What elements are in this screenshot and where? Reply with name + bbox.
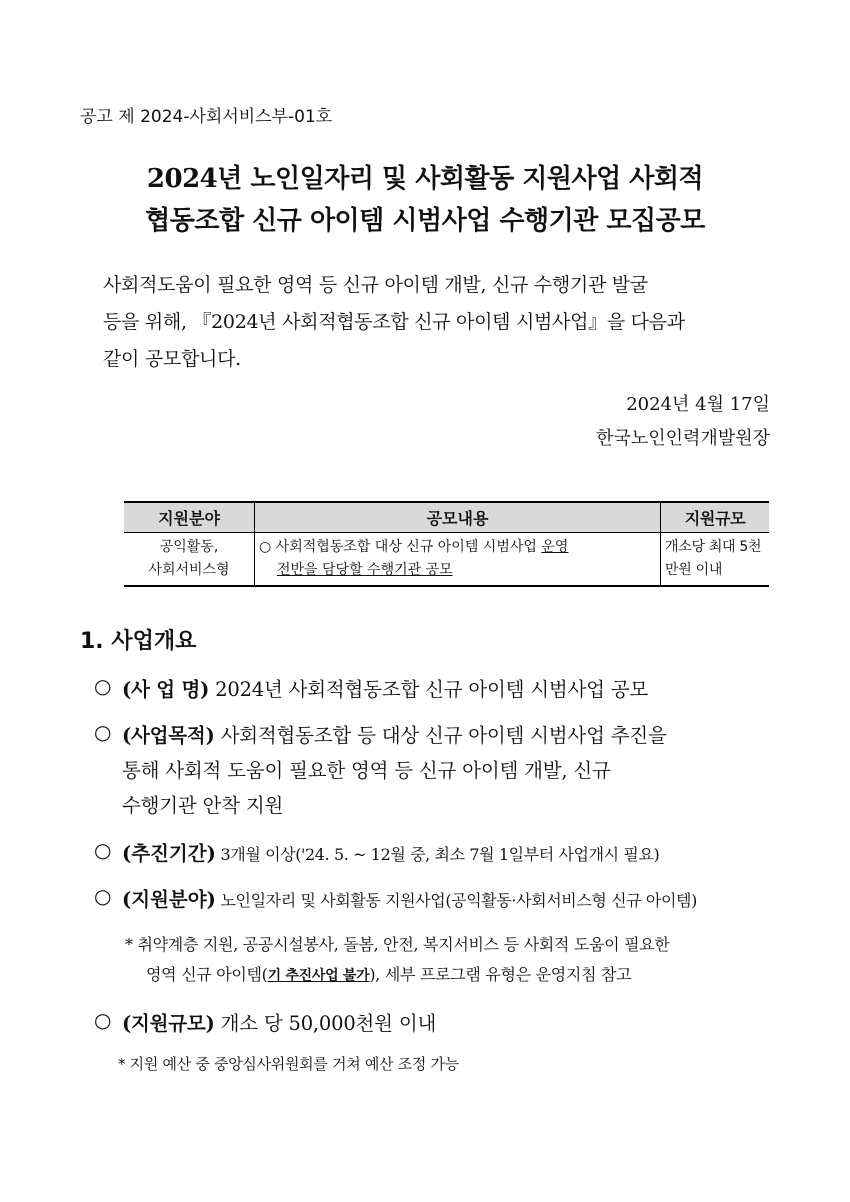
label-purpose: (사업목적) [122, 724, 215, 747]
notice-date: 2024년 4월 17일 [626, 394, 770, 415]
table-row [124, 533, 769, 587]
intro-line-1: 사회적도움이 필요한 영역 등 신규 아이템 개발, 신규 수행기관 발굴 [103, 274, 648, 296]
text-purpose-1: 사회적협동조합 등 대상 신규 아이템 시범사업 추진을 [214, 724, 667, 747]
label-business-name: (사 업 명) [122, 678, 210, 701]
field-note-line-1: * 취약계층 지원, 공공시설봉사, 돌봄, 안전, 복지서비스 등 사회적 도움이 필요한 [125, 935, 670, 954]
header-field: 지원분야 [124, 502, 255, 533]
field-note-line-2 [146, 962, 631, 985]
text-field: 노인일자리 및 사회활동 지원사업(공익활동·사회서비스형 신규 아이템) [215, 891, 697, 910]
bullet-icon: ○ [94, 674, 112, 698]
summary-table [124, 501, 769, 587]
label-field: (지원분야) [122, 888, 216, 911]
header-scale: 지원규모 [661, 502, 770, 533]
item-period [122, 838, 659, 866]
bullet-icon: ○ [94, 720, 112, 744]
text-scale: 개소 당 50,000천원 이내 [214, 1012, 437, 1035]
item-business-name [122, 674, 648, 702]
label-period: (추진기간) [122, 842, 216, 865]
issuer-name: 한국노인인력개발원장 [596, 428, 770, 449]
intro-line-3: 같이 공모합니다. [103, 348, 241, 370]
header-content: 공모내용 [255, 502, 661, 533]
cell-content [255, 533, 661, 587]
field-note-pre: 영역 신규 아이템( [146, 965, 268, 984]
content-bullet: ○ [259, 539, 272, 555]
content-line-1: 사회적협동조합 대상 신규 아이템 시범사업 [275, 539, 542, 555]
field-line-1: 공익활동, [159, 539, 219, 555]
item-field [122, 884, 697, 912]
item-scale [122, 1008, 436, 1036]
item-purpose-line-2: 통해 사회적 도움이 필요한 영역 등 신규 아이템 개발, 신규 [122, 759, 611, 782]
scale-note: * 지원 예산 중 중앙심사위원회를 거쳐 예산 조정 가능 [118, 1055, 459, 1073]
content-line-2: 전반을 담당할 수행기관 공모 [277, 562, 453, 578]
item-purpose-line-3: 수행기관 안착 지원 [122, 794, 284, 817]
table-header-row [124, 502, 769, 533]
label-scale: (지원규모) [122, 1012, 215, 1035]
intro-line-2: 등을 위해, 『2024년 사회적협동조합 신규 아이템 시범사업』을 다음과 [103, 311, 685, 333]
cell-scale: 개소당 최대 5천만원 이내 [661, 533, 770, 587]
text-business-name: 2024년 사회적협동조합 신규 아이템 시범사업 공모 [209, 678, 649, 701]
field-line-2: 사회서비스형 [148, 562, 230, 578]
item-purpose-line-1 [122, 720, 667, 748]
text-period: 3개월 이상('24. 5. ~ 12월 중, 최소 7월 1일부터 사업개시 필요) [215, 845, 660, 864]
content-underlined: 운영 [541, 539, 569, 555]
cell-field [124, 533, 255, 587]
section-heading: 1. 사업개요 [80, 629, 197, 654]
field-note-bold: 기 추진사업 불가 [267, 968, 370, 984]
bullet-icon: ○ [94, 884, 112, 908]
notice-number: 공고 제 2024-사회서비스부-01호 [80, 107, 333, 127]
bullet-icon: ○ [94, 1008, 112, 1032]
document-title-line-1: 2024년 노인일자리 및 사회활동 지원사업 사회적 [146, 164, 704, 194]
bullet-icon: ○ [94, 838, 112, 862]
document-title-line-2: 협동조합 신규 아이템 시범사업 수행기관 모집공모 [145, 206, 705, 236]
field-note-post: ), 세부 프로그램 유형은 운영지침 참고 [369, 965, 632, 984]
